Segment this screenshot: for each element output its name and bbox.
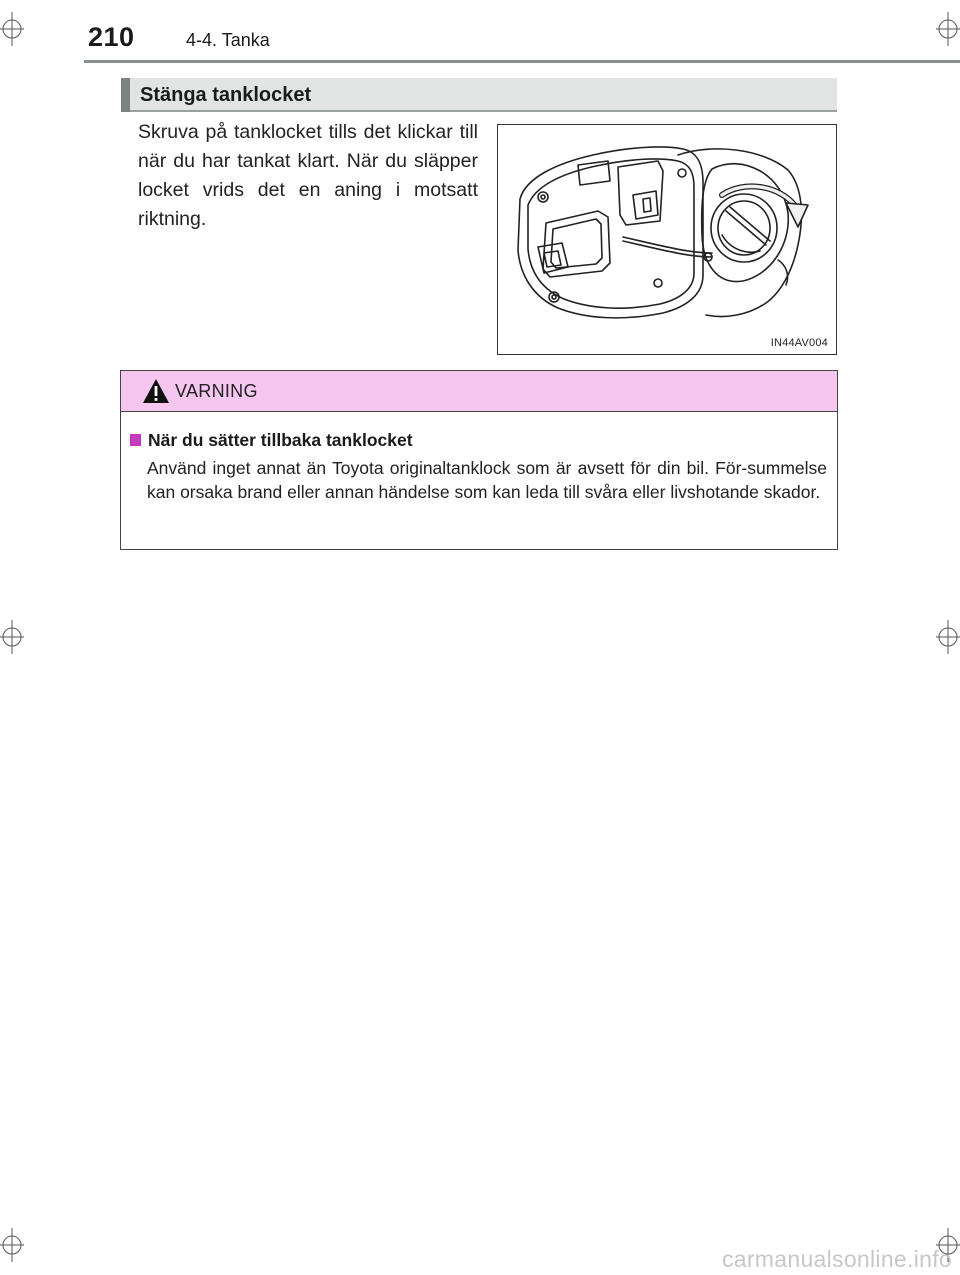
warning-triangle-icon (142, 377, 170, 405)
header-rule (84, 60, 960, 63)
section-heading-bar (121, 78, 130, 112)
crop-mark-top-right-icon (936, 12, 960, 46)
warning-label: VARNING (175, 381, 258, 401)
crop-mark-mid-left-icon (0, 620, 24, 654)
watermark: carmanualsonline.info (721, 1246, 952, 1272)
crop-mark-mid-right-icon (936, 620, 960, 654)
section-body-text: Skruva på tanklocket tills det klickar till när du har tankat klart. När du släpper locket vrids det en aning i motsatt riktning. (138, 121, 478, 230)
fuel-door-drawing-icon (498, 125, 835, 353)
square-bullet-icon (130, 434, 141, 446)
warning-header (121, 371, 837, 412)
crop-mark-top-left-icon (0, 12, 24, 46)
section-heading (121, 78, 837, 112)
warning-item-title-text: När du sätter tillbaka tanklocket (148, 430, 413, 450)
warning-box (120, 370, 838, 550)
page-number: 210 (88, 22, 135, 52)
warning-item-text: Använd inget annat än Toyota originaltanklock som är avsett för din bil. För-summelse kan orsaka brand eller annan händelse som kan leda till svåra eller livshotande skador. (147, 458, 827, 502)
crop-mark-bottom-left-icon (0, 1228, 24, 1262)
section-heading-label: Stänga tanklocket (140, 84, 312, 106)
fuel-cap-illustration (497, 124, 837, 355)
chapter-title: 4-4. Tanka (186, 30, 270, 50)
warning-item-title (130, 430, 413, 451)
illustration-code: IN44AV004 (770, 337, 828, 349)
